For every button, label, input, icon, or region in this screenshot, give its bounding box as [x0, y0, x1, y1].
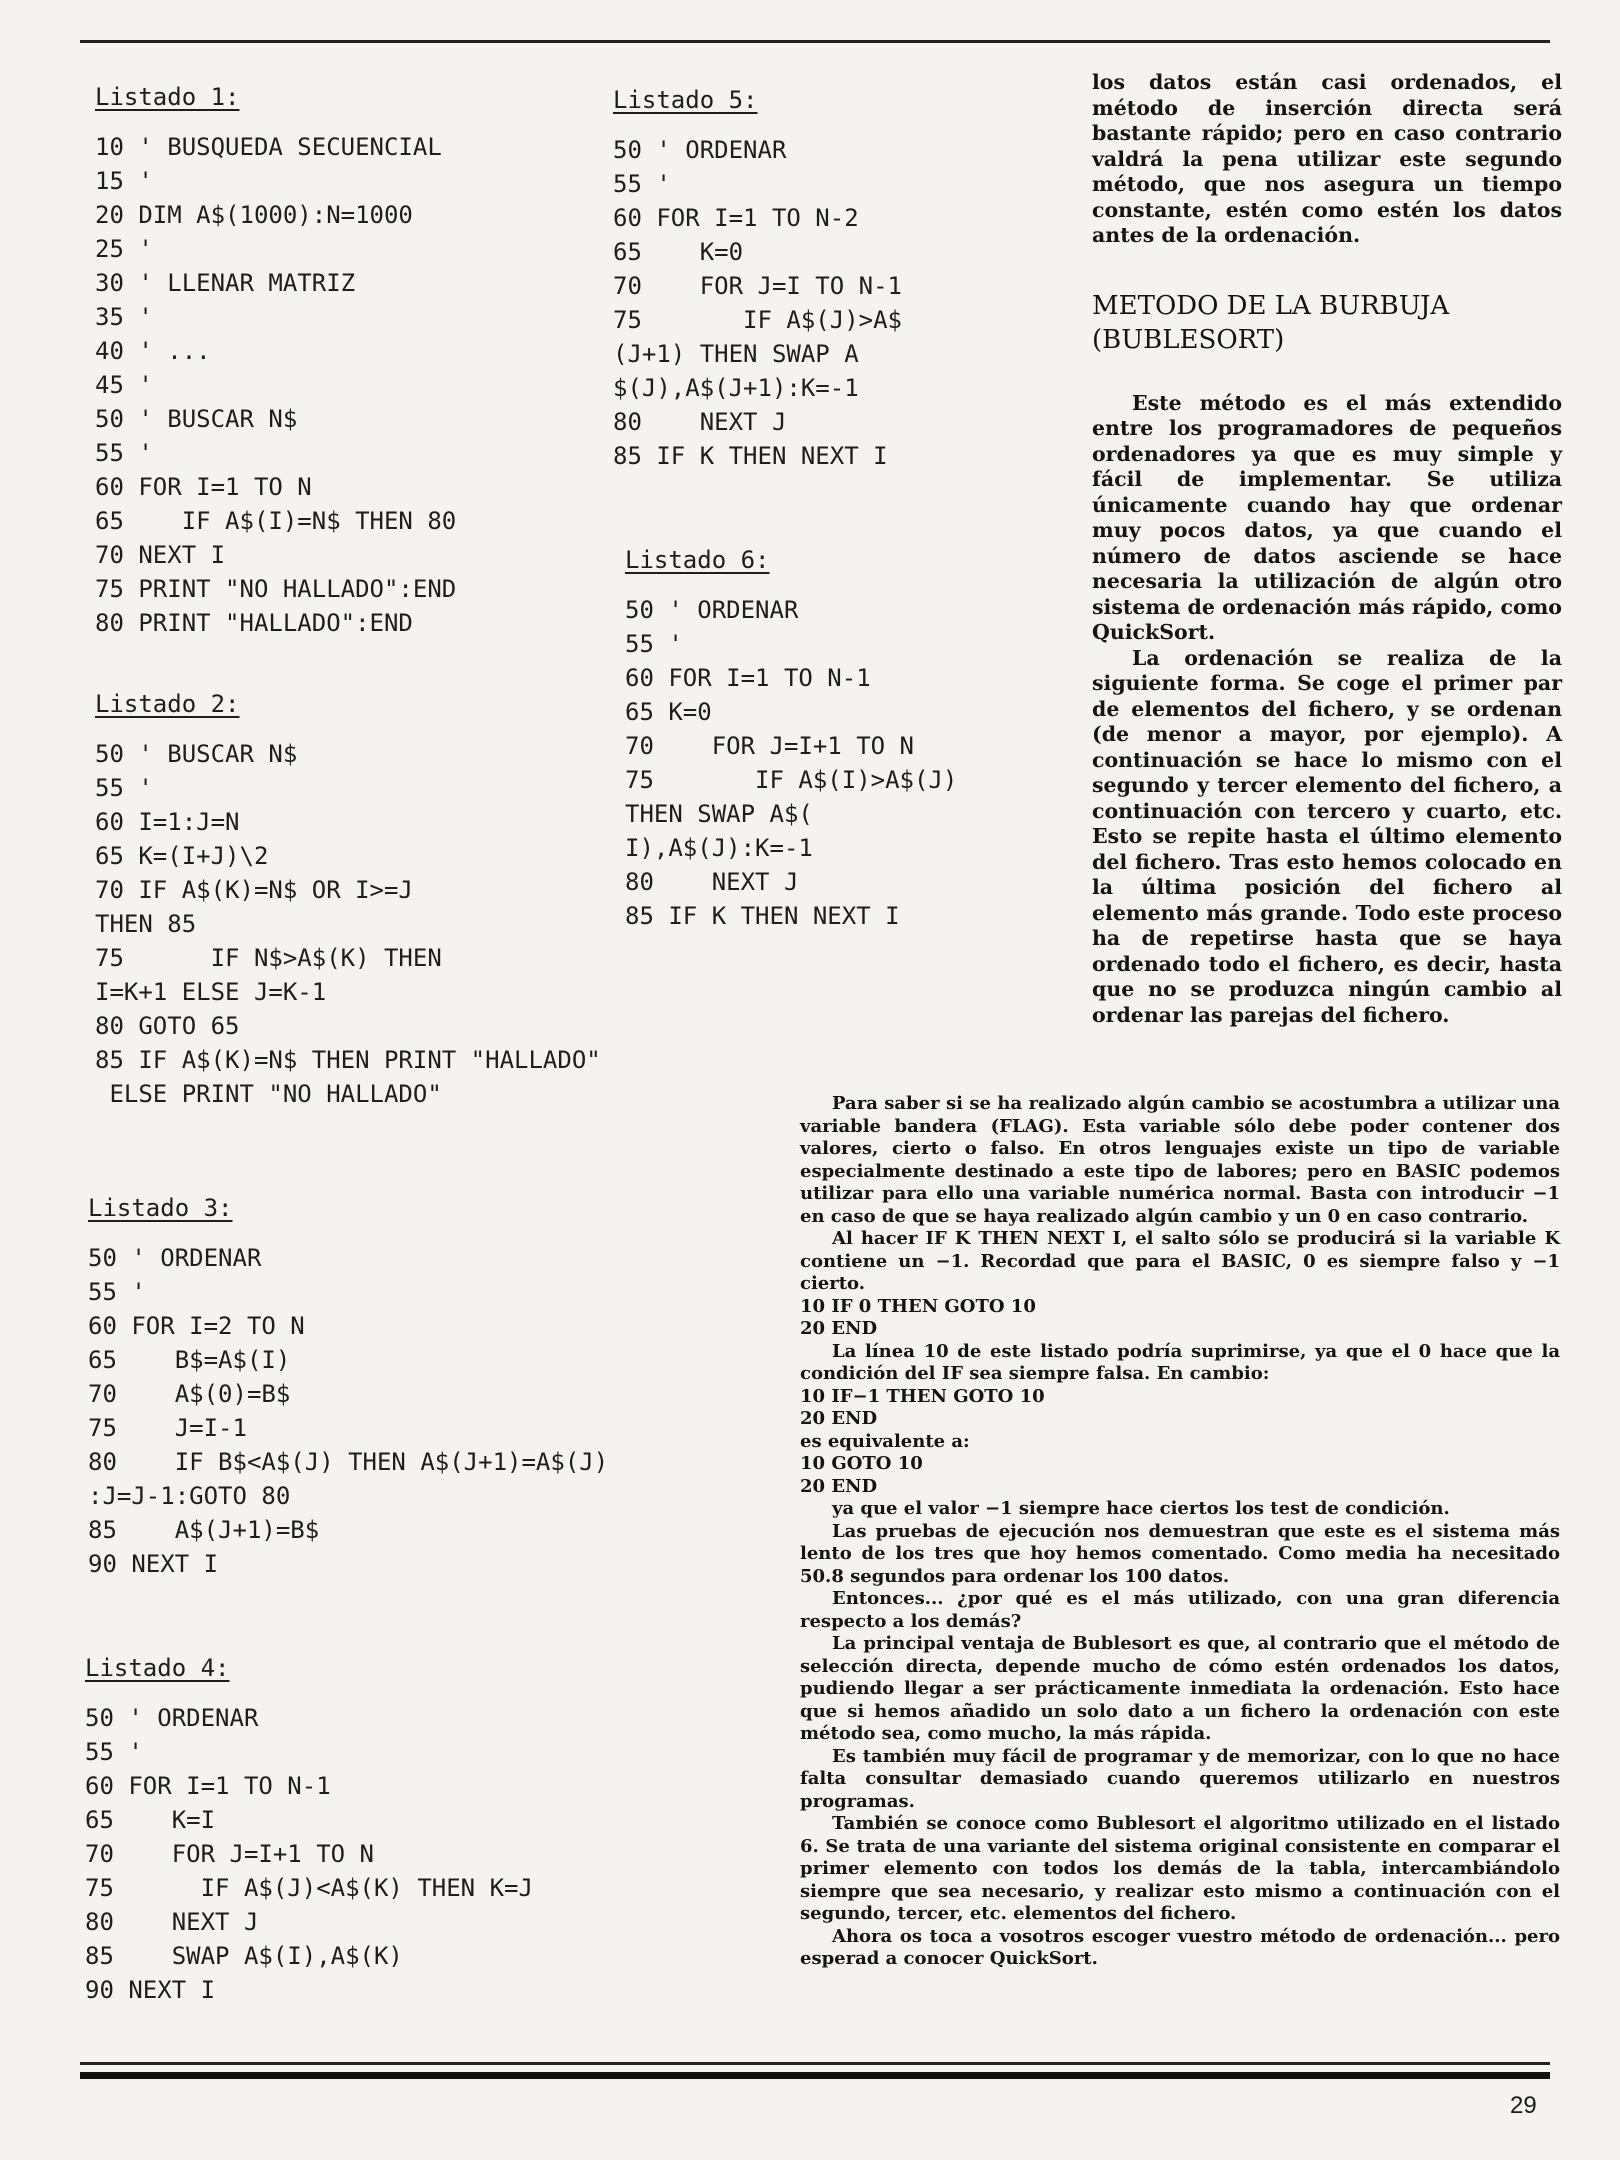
- paragraph: Las pruebas de ejecución nos demuestran que este es el sistema más lento de los tres que hoy hemos comentado. Como media ha necesitado 50.8 segundos para ordenar los 100 datos.: [800, 1520, 1560, 1587]
- listing-title: Listado 3:: [88, 1194, 233, 1222]
- listing-code: 50 ' ORDENAR 55 ' 60 FOR I=1 TO N-2 65 K=0 70 FOR J=I TO N-1 75 IF A$(J)>A$ (J+1) THEN SWAP A $(J),A$(J+1):K=-1 80 NEXT J 85 IF K THEN NEXT I: [613, 136, 902, 470]
- code-line: 20 END: [800, 1475, 878, 1497]
- intro-paragraph: los datos están casi ordenados, el método de inserción directa será bastante rápido; pero en caso contrario valdrá la pena utilizar este segundo método, que nos asegura un tiempo constante, estén como estén los datos antes de la ordenación.: [1092, 70, 1562, 247]
- paragraph: es equivalente a:: [800, 1430, 970, 1452]
- right-column-text: [1092, 70, 1562, 1028]
- paragraph: Al hacer IF K THEN NEXT I, el salto sólo se producirá si la variable K contiene un −1. Recordad que para el BASIC, 0 es siempre falso y −1 cierto.: [800, 1228, 1560, 1294]
- code-line: 20 END: [800, 1318, 878, 1339]
- paragraph: La línea 10 de este listado podría suprimirse, ya que el 0 hace que la condición del IF sea siempre falsa. En cambio:: [800, 1340, 1560, 1384]
- listing-2: [95, 687, 601, 1111]
- paragraph: Es también muy fácil de programar y de memorizar, con lo que no hace falta consultar demasiado cuando queremos utilizarlo en nuestros programas.: [800, 1745, 1560, 1812]
- bottom-rule-thin: [80, 2062, 1550, 2065]
- top-rule: [80, 40, 1550, 43]
- listing-code: 50 ' ORDENAR 55 ' 60 FOR I=2 TO N 65 B$=A$(I) 70 A$(0)=B$ 75 J=I-1 80 IF B$<A$(J) THEN A$(J+1)=A$(J) :J=J-1:GOTO 80 85 A$(J+1)=B$ 90 NEXT I: [88, 1244, 609, 1578]
- listing-1: [95, 80, 456, 640]
- paragraph: La principal ventaja de Bublesort es que, al contrario que el método de selección directa, depende mucho de cómo estén ordenados los datos, pudiendo llegar a ser prácticamente inmediata la ordenación. Esto hace que si hemos añadido un solo dato a un fichero la ordenación con este método sea, como mucho, la más rápida.: [800, 1633, 1560, 1744]
- section-heading: METODO DE LA BURBUJA (BUBLESORT): [1092, 290, 1450, 355]
- paragraph: ya que el valor −1 siempre hace ciertos los test de condición.: [832, 1498, 1450, 1519]
- paragraph: Este método es el más extendido entre los programadores de pequeños ordenadores ya que es muy simple y fácil de implementar. Se utiliza únicamente cuando hay que ordenar muy pocos datos, ya que cuando el número de datos asciende se hace necesaria la utilización de algún otro sistema de ordenación más rápido, como QuickSort.: [1092, 390, 1562, 644]
- paragraph: Entonces... ¿por qué es el más utilizado, con una gran diferencia respecto a los demás?: [800, 1588, 1560, 1632]
- code-line: 10 IF 0 THEN GOTO 10: [800, 1295, 1036, 1317]
- listing-title: Listado 4:: [85, 1654, 230, 1682]
- paragraph: También se conoce como Bublesort el algoritmo utilizado en el listado 6. Se trata de una variante del sistema original consistente en comparar el primer elemento con todos los demás de la tabla, intercambiándolo siempre que sea necesario, y realizar esto mismo a continuación con el segundo, tercer, etc. elementos del fichero.: [800, 1813, 1560, 1924]
- code-line: 10 IF−1 THEN GOTO 10: [800, 1385, 1045, 1407]
- listing-4: [85, 1651, 533, 2007]
- page-number: 29: [1510, 2092, 1537, 2119]
- listing-title: Listado 6:: [625, 546, 770, 574]
- code-line: 10 GOTO 10: [800, 1453, 923, 1474]
- listing-code: 10 ' BUSQUEDA SECUENCIAL 15 ' 20 DIM A$(1000):N=1000 25 ' 30 ' LLENAR MATRIZ 35 ' 40 ' ... 45 ' 50 ' BUSCAR N$ 55 ' 60 FOR I=1 TO N 65 IF A$(I)=N$ THEN 80 70 NEXT I 75 PRINT "NO HALLADO":END 80 PRINT "HALLADO":END: [95, 133, 457, 637]
- listing-title: Listado 5:: [613, 86, 758, 114]
- listing-code: 50 ' ORDENAR 55 ' 60 FOR I=1 TO N-1 65 K=0 70 FOR J=I+1 TO N 75 IF A$(I)>A$(J) THEN SWAP A$( I),A$(J):K=-1 80 NEXT J 85 IF K THEN NEXT I: [625, 596, 958, 930]
- listing-title: Listado 1:: [95, 83, 240, 111]
- paragraph: Ahora os toca a vosotros escoger vuestro método de ordenación... pero esperad a conocer QuickSort.: [800, 1925, 1560, 1969]
- listing-title: Listado 2:: [95, 690, 240, 718]
- paragraph: La ordenación se realiza de la siguiente forma. Se coge el primer par de elementos del fichero, y se ordenan (de menor a mayor, por ejemplo). A continuación se hace lo mismo con el segundo y tercer elemento del fichero, a continuación con tercero y cuarto, etc. Esto se repite hasta el último elemento del fichero. Tras esto hemos colocado en la última posición del fichero al elemento más grande. Todo este proceso ha de repetirse hasta que se haya ordenado todo el fichero, es decir, hasta que no se produzca ningún cambio al ordenar las parejas del fichero.: [1092, 645, 1562, 1027]
- listing-code: 50 ' ORDENAR 55 ' 60 FOR I=1 TO N-1 65 K=I 70 FOR J=I+1 TO N 75 IF A$(J)<A$(K) THEN K=J 80 NEXT J 85 SWAP A$(I),A$(K) 90 NEXT I: [85, 1704, 533, 2004]
- bottom-text-block: [800, 1093, 1560, 1971]
- listing-code: 50 ' BUSCAR N$ 55 ' 60 I=1:J=N 65 K=(I+J)\2 70 IF A$(K)=N$ OR I>=J THEN 85 75 IF N$>A$(K) THEN I=K+1 ELSE J=K-1 80 GOTO 65 85 IF A$(K)=N$ THEN PRINT "HALLADO" ELSE PRINT "NO HALLADO": [95, 740, 601, 1108]
- listing-5: [613, 83, 902, 473]
- bottom-rule-thick: [80, 2072, 1550, 2079]
- listing-3: [88, 1191, 608, 1581]
- code-line: 20 END: [800, 1408, 878, 1429]
- listing-6: [625, 543, 957, 933]
- paragraph: Para saber si se ha realizado algún cambio se acostumbra a utilizar una variable bandera (FLAG). Esta variable sólo debe poder contener dos valores, cierto o falso. En otros lenguajes existe un tipo de variable especialmente destinado a este tipo de labores; pero en BASIC podemos utilizar para ello una variable numérica normal. Basta con introducir −1 en caso de que se haya realizado algún cambio y un 0 en caso contrario.: [800, 1093, 1560, 1227]
